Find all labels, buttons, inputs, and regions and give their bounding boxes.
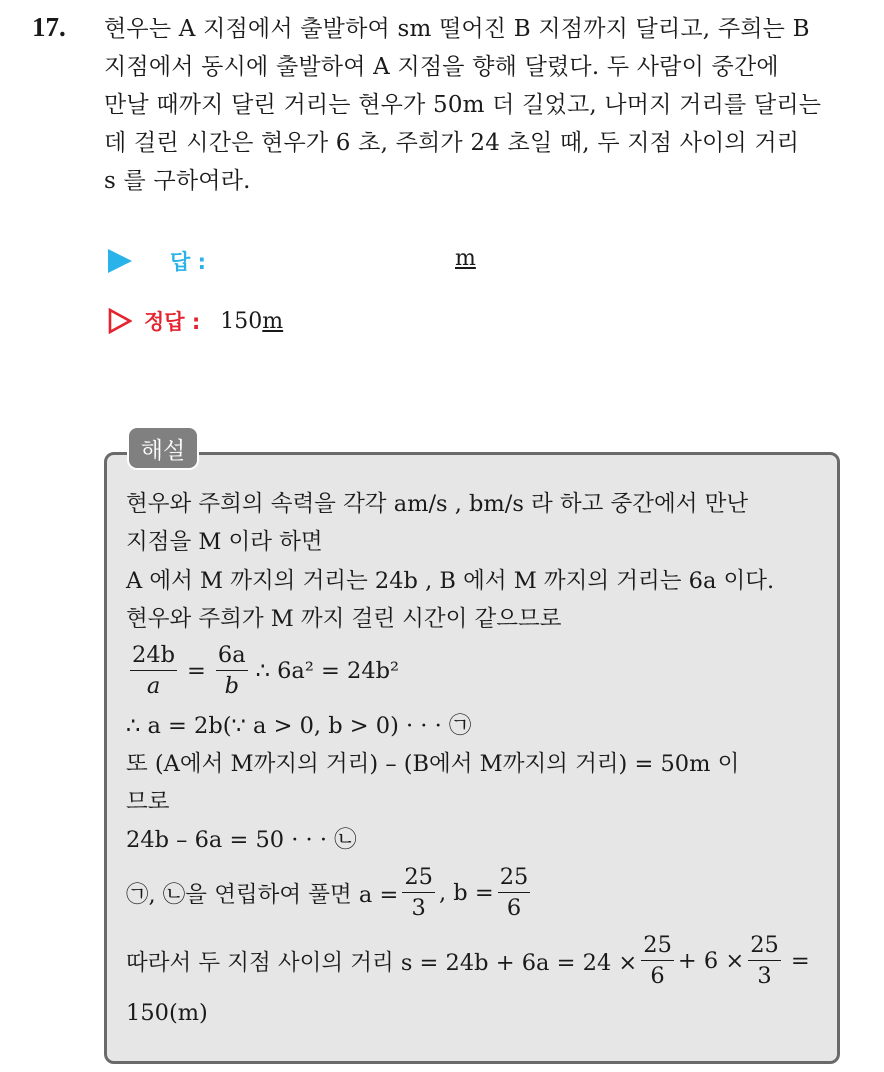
- correct-answer-value: 150m: [220, 308, 284, 334]
- answer-unit: m: [455, 246, 476, 271]
- solution-line: 또 (A에서 M까지의 거리) – (B에서 M까지의 거리) = 50m 이: [126, 751, 740, 777]
- play-triangle-icon: [108, 249, 132, 273]
- solution-tag: 해설: [129, 428, 197, 468]
- solution-line: 므로: [126, 789, 170, 815]
- solution-line: A 에서 M 까지의 거리는 24b , B 에서 M 까지의 거리는 6a 이다.: [126, 568, 775, 594]
- answer-label: 답 :: [170, 250, 206, 274]
- solution-line: 현우와 주희의 속력을 각각 am/s , bm/s 라 하고 중간에서 만난: [126, 491, 749, 517]
- fraction: $\frac{25}{6}$: [499, 864, 529, 921]
- solution-line: 150(m): [126, 1000, 208, 1026]
- fraction: $\frac{25}{3}$: [404, 864, 433, 921]
- correct-answer-label: 정답 :: [144, 310, 201, 334]
- answer-row: [108, 246, 206, 276]
- fraction: $\frac{24b}{a}$: [132, 642, 176, 699]
- question-line: 현우는 A 지점에서 출발하여 sm 떨어진 B 지점까지 달리고, 주희는 B: [104, 16, 810, 42]
- solution-equation: ㉠, ㉡을 연립하여 풀면 a = $\frac{25}{3}$ , b = $\frac{25}{6}$: [126, 864, 529, 921]
- solution-line: ∴ a = 2b(∵ a > 0, b > 0) · · · ㉠: [126, 713, 472, 739]
- outline-triangle-icon: [108, 308, 132, 334]
- question-line: 데 걸린 시간은 현우가 6 초, 주희가 24 초일 때, 두 지점 사이의 거리: [104, 130, 800, 156]
- question-number: 17.: [32, 12, 66, 42]
- solution-line: 현우와 주희가 M 까지 걸린 시간이 같으므로: [126, 606, 562, 632]
- solution-line: 지점을 M 이라 하면: [126, 529, 323, 555]
- fraction: $\frac{25}{3}$: [750, 932, 779, 989]
- solution-line: 24b – 6a = 50 · · · ㉡: [126, 827, 357, 853]
- fraction: $\frac{25}{6}$: [643, 932, 672, 989]
- solution-equation: 따라서 두 지점 사이의 거리 s = 24b + 6a = 24 × $\frac{25}{6}$ + 6 × $\frac{25}{3}$ =: [126, 932, 810, 989]
- solution-equation: $\frac{24b}{a}$ = $\frac{6a}{b}$ ∴ 6a² = 24b²: [132, 642, 400, 699]
- question-line: s 를 구하여라.: [104, 168, 251, 194]
- fraction: $\frac{6a}{b}$: [217, 642, 246, 699]
- question-line: 지점에서 동시에 출발하여 A 지점을 향해 달렸다. 두 사람이 중간에: [104, 54, 779, 80]
- question-text: [104, 10, 864, 200]
- correct-answer-row: [108, 306, 283, 336]
- question-line: 만날 때까지 달린 거리는 현우가 50m 더 길었고, 나머지 거리를 달리는: [104, 92, 822, 118]
